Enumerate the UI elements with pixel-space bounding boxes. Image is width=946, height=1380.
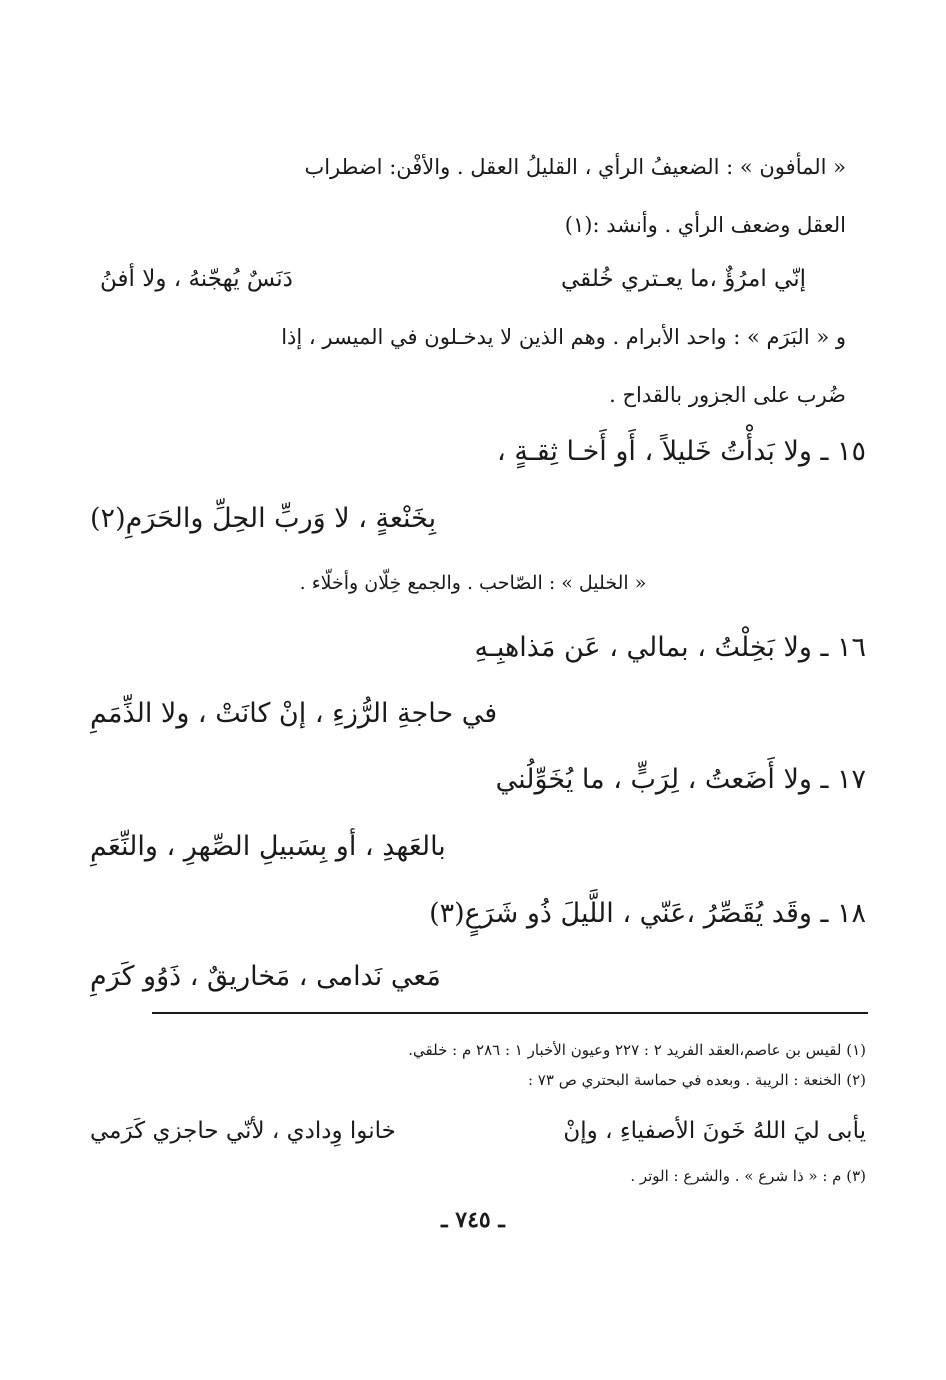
- paragraph-baram: [100, 308, 846, 424]
- footnote-3: (٣) م : « ذا شرع » . والشرع : الوتر .: [630, 1167, 866, 1185]
- verse-16-second: في حاجةِ الرُّزءِ ، إنْ كانَتْ ، ولا الذِّمَمِ: [90, 698, 498, 729]
- verse-hemistich-second: دَنَسٌ يُهجّنهُ ، ولا أفنُ: [100, 266, 293, 292]
- quoted-verse: [100, 250, 846, 308]
- gloss-khalil: « الخليل » : الصّاحب . والجمع خِلّان وأخلّاء .: [299, 572, 647, 594]
- footnote-divider: [152, 1012, 868, 1014]
- footnote-2: (٢) الخنعة : الريبة . وبعده في حماسة البحتري ص ٧٣ :: [527, 1071, 866, 1089]
- paragraph-maafun: [100, 138, 846, 254]
- footnote-1: (١) لقيس بن عاصم،العقد الفريد ٢ : ٢٢٧ وعيون الأخبار ١ : ٢٨٦ م : خلقي.: [408, 1041, 866, 1059]
- paragraph-line: ضُرب على الجزور بالقداح .: [609, 383, 846, 407]
- verse-15-first: ١٥ ـ ولا بَدأْتُ خَليلاً ، أَو أَخـا ثِقـةٍ ،: [497, 436, 866, 467]
- verse-16-first: ١٦ ـ ولا بَخِلْتُ ، بمالي ، عَن مَذاهبِـهِ: [474, 632, 866, 663]
- verse-17-second: بالعَهدِ ، أو بِسَبيلِ الصِّهرِ ، والنِّعَمِ: [90, 831, 446, 862]
- page-number: ـ ٧٤٥ ـ: [441, 1207, 505, 1233]
- verse-hemistich-first: إنّي امرُؤٌ ،ما يعـتري خُلقي: [561, 266, 806, 292]
- verse-hemistich-first: يأبى ليَ اللهُ خَونَ الأصفياءِ ، وإنْ: [563, 1118, 866, 1144]
- verse-15-second: بِخَنْعةٍ ، لا وَربِّ الحِلِّ والحَرَمِ(٢): [90, 503, 437, 534]
- footnote-2-verse: [90, 1106, 866, 1156]
- paragraph-line: العقل وضعف الرأي . وأنشد :(١): [564, 213, 846, 237]
- verse-hemistich-second: خانوا وِدادي ، لأنّي حاجزي كَرَمي: [90, 1118, 396, 1144]
- verse-18-first: ١٨ ـ وقَد يُقَصِّرُ ،عَنّي ، اللَّيلَ ذُو شَرَعٍ(٣): [429, 898, 866, 929]
- verse-17-first: ١٧ ـ ولا أَضَعتُ ، لِرَبٍّ ، ما يُخَوِّلُني: [495, 764, 866, 795]
- verse-18-second: مَعي نَدامى ، مَخاريقٌ ، ذَوُو كَرَمِ: [90, 961, 441, 992]
- paragraph-line: « المأفون » : الضعيفُ الرأي ، القليلُ العقل . والأفْن: اضطراب: [304, 155, 846, 179]
- paragraph-line: و « البَرَم » : واحد الأبرام . وهم الذين لا يدخـلون في الميسر ، إذا: [281, 325, 846, 349]
